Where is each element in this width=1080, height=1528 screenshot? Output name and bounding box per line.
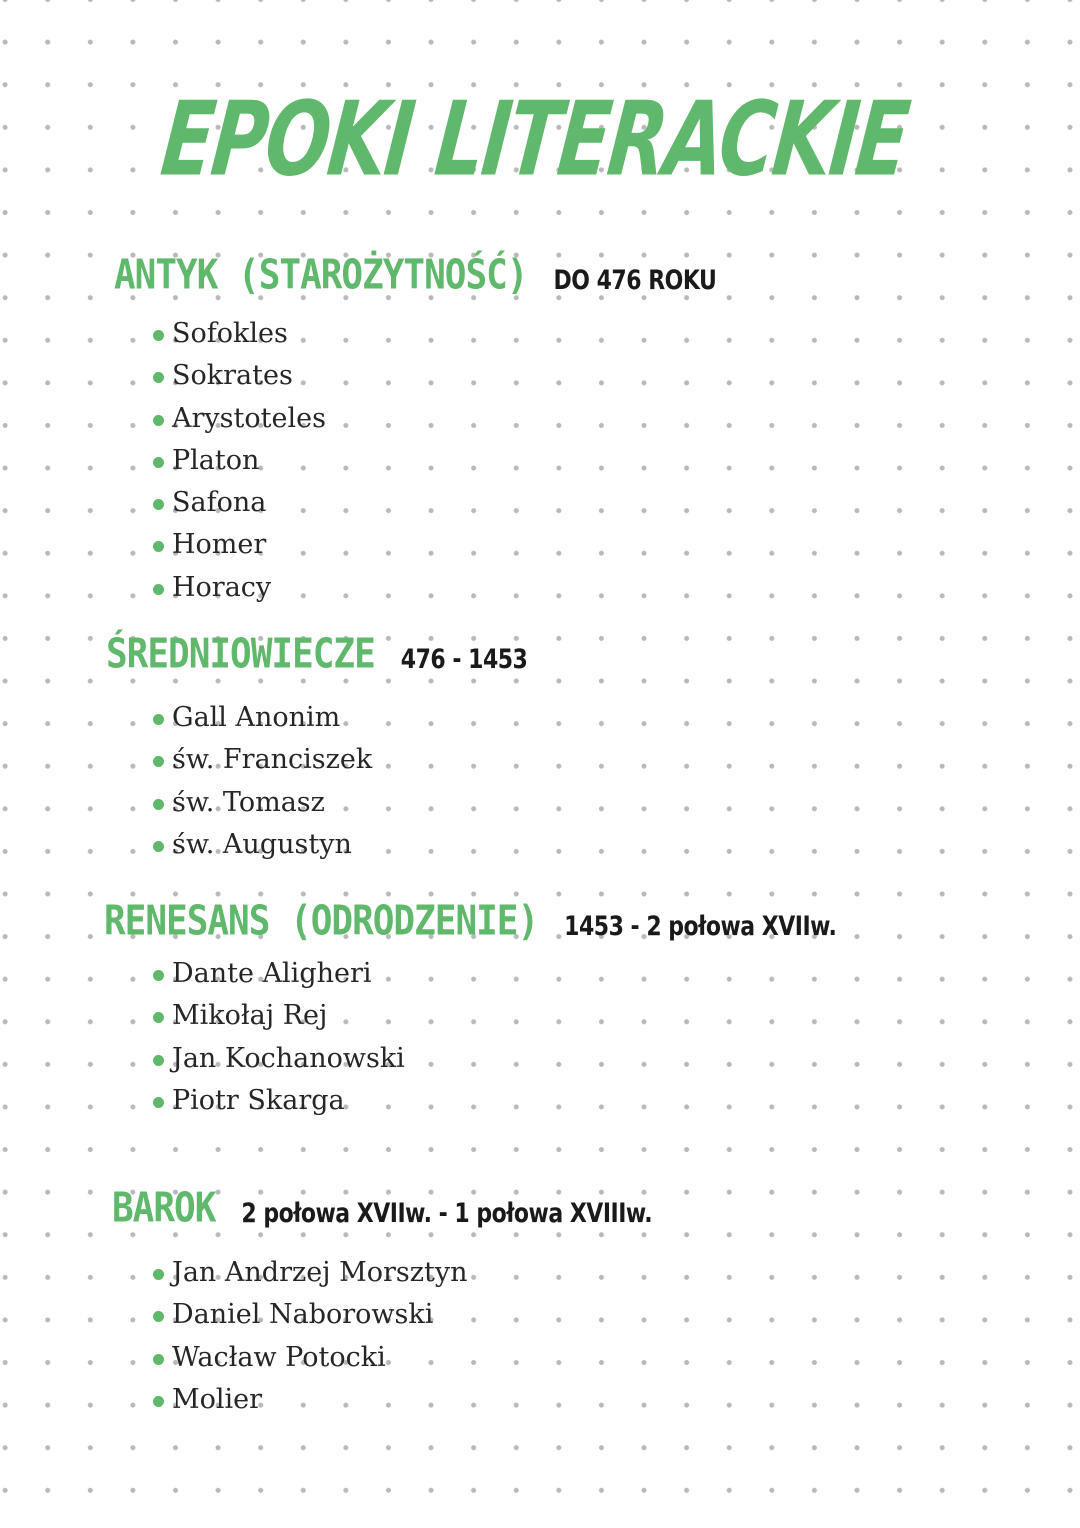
list-item	[152, 440, 326, 482]
author-name: Sofokles	[172, 318, 288, 349]
section-dates: DO 476 ROKU	[553, 266, 717, 296]
bullet-icon	[153, 1097, 164, 1108]
list-item	[152, 1294, 468, 1336]
author-name: Homer	[172, 529, 267, 561]
author-name: Horacy	[172, 571, 272, 603]
bullet-icon	[153, 1012, 164, 1023]
section-header-renesans	[104, 897, 837, 945]
author-list-barok	[152, 1252, 468, 1421]
list-item	[152, 567, 326, 609]
bullet-icon	[153, 799, 164, 810]
list-item	[152, 398, 326, 440]
author-name: Gall Anonim	[172, 702, 341, 733]
bullet-icon	[153, 415, 164, 426]
section-title: RENESANS (ODRODZENIE)	[104, 897, 539, 945]
author-name: Jan Kochanowski	[172, 1042, 405, 1074]
bullet-icon	[153, 499, 164, 510]
bullet-icon	[153, 1269, 164, 1280]
list-item	[152, 739, 372, 781]
author-name: św. Franciszek	[172, 744, 373, 776]
list-item	[152, 1080, 405, 1122]
bullet-icon	[153, 1311, 164, 1322]
bullet-icon	[153, 756, 164, 767]
list-item	[152, 1379, 468, 1421]
section-title: ANTYK (STAROŻYTNOŚĆ)	[114, 251, 528, 299]
author-name: Mikołaj Rej	[172, 1000, 328, 1032]
list-item	[152, 953, 405, 995]
bullet-icon	[153, 330, 164, 341]
section-title: ŚREDNIOWIECZE	[106, 630, 375, 678]
list-item	[152, 313, 326, 355]
author-name: Arystoteles	[172, 402, 326, 434]
section-dates: 1453 - 2 połowa XVIIw.	[564, 912, 837, 942]
bullet-icon	[153, 841, 164, 852]
section-header-antyk	[114, 251, 717, 299]
bullet-icon	[153, 714, 164, 725]
author-name: Sokrates	[172, 360, 293, 392]
list-item	[152, 482, 326, 524]
bullet-icon	[153, 541, 164, 552]
bullet-icon	[153, 584, 164, 595]
author-name: Wacław Potocki	[172, 1341, 386, 1373]
bullet-icon	[153, 1055, 164, 1066]
author-name: Safona	[172, 487, 267, 519]
bullet-icon	[153, 970, 164, 981]
list-item	[152, 1337, 468, 1379]
author-name: Dante Aligheri	[172, 958, 372, 989]
list-item	[152, 524, 326, 566]
author-name: św. Tomasz	[172, 786, 325, 818]
author-name: Molier	[172, 1383, 263, 1415]
author-name: Jan Andrzej Morsztyn	[172, 1257, 468, 1288]
section-title: BAROK	[112, 1184, 216, 1232]
list-item	[152, 995, 405, 1037]
list-item	[152, 782, 372, 824]
author-list-sredniowiecze	[152, 697, 372, 866]
bullet-icon	[153, 457, 164, 468]
bullet-icon	[153, 1354, 164, 1365]
list-item	[152, 697, 372, 739]
list-item	[152, 1252, 468, 1294]
list-item	[152, 824, 372, 866]
section-header-barok	[112, 1184, 653, 1232]
author-list-renesans	[152, 953, 405, 1122]
author-name: św. Augustyn	[172, 828, 352, 860]
list-item	[152, 355, 326, 397]
author-name: Piotr Skarga	[172, 1084, 345, 1116]
bullet-icon	[153, 1396, 164, 1407]
author-name: Platon	[172, 444, 260, 476]
bullet-icon	[153, 372, 164, 383]
section-dates: 476 - 1453	[400, 645, 528, 675]
author-name: Daniel Naborowski	[172, 1299, 434, 1331]
author-list-antyk	[152, 313, 326, 609]
page-title: EPOKI LITERACKIE	[156, 78, 914, 199]
section-header-sredniowiecze	[106, 630, 528, 678]
list-item	[152, 1038, 405, 1080]
section-dates: 2 połowa XVIIw. - 1 połowa XVIIIw.	[241, 1199, 653, 1229]
